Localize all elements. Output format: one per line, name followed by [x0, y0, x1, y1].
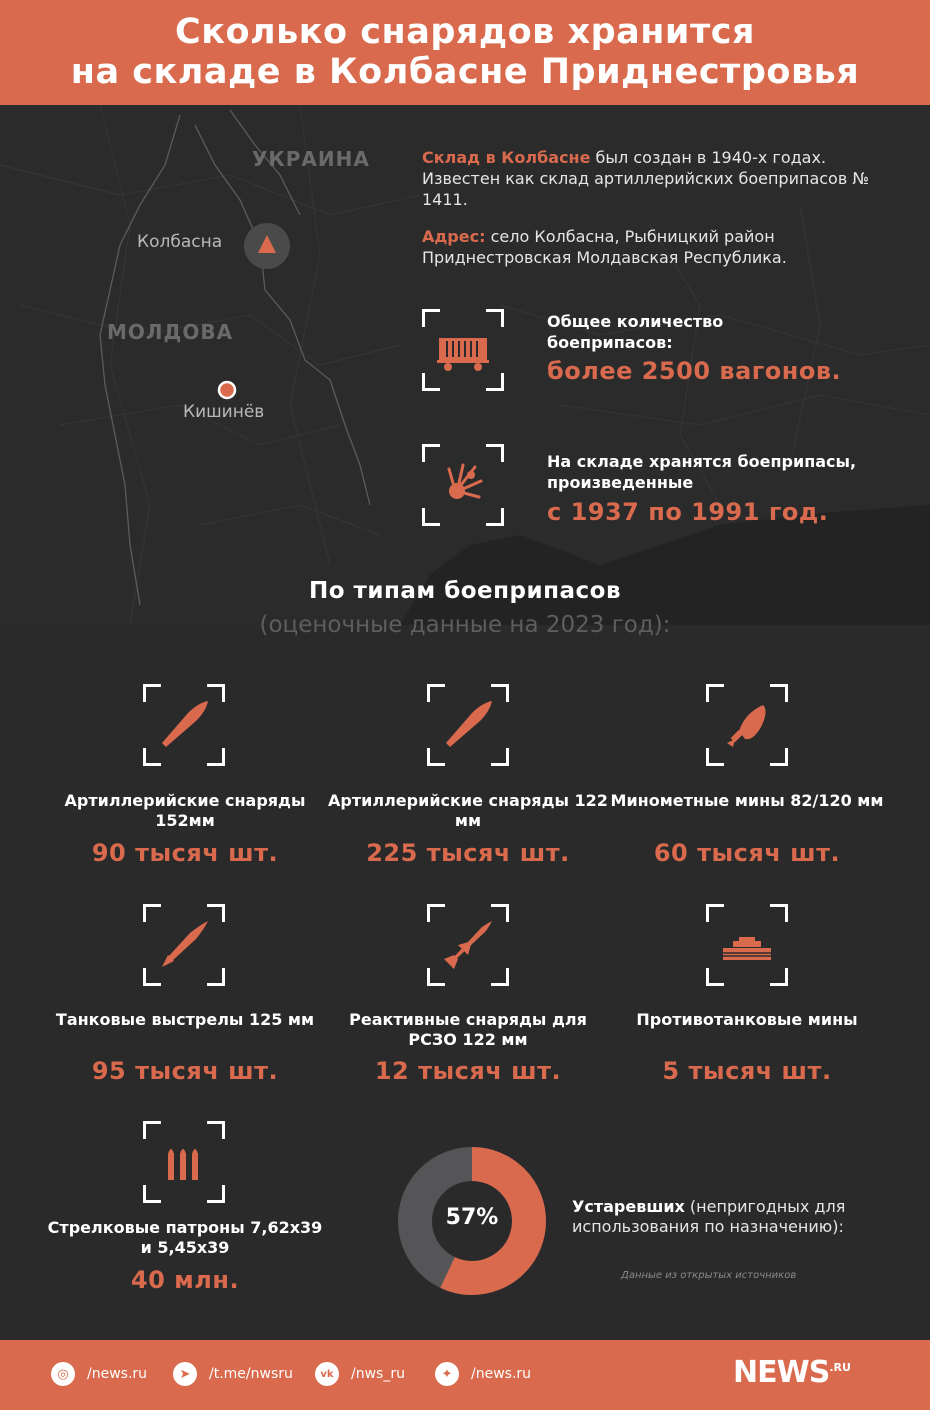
footer-link-telegram-text: /t.me/nwsru	[209, 1366, 293, 1382]
ammo-value-152: 90 тысяч шт.	[91, 839, 279, 867]
ammo-152-frame	[143, 684, 225, 766]
section-subtitle: (оценочные данные на 2023 год):	[259, 612, 671, 638]
ammo-label-tank: Танковые выстрелы 125 мм	[55, 1010, 315, 1029]
footer-link-vk-text: /nws_ru	[351, 1366, 405, 1382]
ammo-122-frame	[427, 684, 509, 766]
ammo-landmine-frame	[706, 904, 788, 986]
intro-highlight-1: Склад в Колбасне	[422, 148, 591, 167]
obsolete-rest: (непригодных для использования по назначению):	[572, 1197, 846, 1236]
explosion-icon	[433, 455, 493, 515]
globe-icon: ◎	[51, 1362, 75, 1386]
ammo-rocket-frame	[427, 904, 509, 986]
ammo-label-mortar: Минометные мины 82/120 мм	[610, 791, 884, 810]
ammo-cartridges-frame	[143, 1121, 225, 1203]
ammo-mortar-frame	[706, 684, 788, 766]
wagon-frame	[422, 309, 504, 391]
ammo-tank-frame	[143, 904, 225, 986]
cartridges-icon	[154, 1132, 214, 1192]
ammo-value-landmine: 5 тысяч шт.	[662, 1057, 832, 1085]
news-logo	[733, 1355, 851, 1390]
capital-marker-icon	[217, 380, 237, 400]
country-moldova-label: МОЛДОВА	[107, 320, 234, 344]
ammo-label-cartridges: Стрелковые патроны 7,62х39 и 5,45х39	[47, 1218, 323, 1257]
footer-link-zen[interactable]	[435, 1361, 531, 1387]
ammo-label-152: Артиллерийские снаряды 152мм	[64, 791, 306, 830]
footer-link-telegram[interactable]	[173, 1361, 293, 1387]
intro-text-2: село Колбасна, Рыбницкий район Приднестровская Молдавская Республика.	[422, 227, 787, 267]
ammo-value-mortar: 60 тысяч шт.	[653, 839, 841, 867]
section-title: По типам боеприпасов	[308, 578, 622, 604]
rocket-icon	[438, 915, 498, 975]
city-chisinau-label: Кишинёв	[183, 402, 265, 422]
logo-text: NEWS	[733, 1355, 830, 1390]
footer-link-zen-text: /news.ru	[471, 1366, 532, 1382]
footer-link-site-text: /news.ru	[87, 1366, 148, 1382]
ammo-label-rocket: Реактивные снаряды для РСЗО 122 мм	[349, 1010, 587, 1049]
telegram-icon: ➤	[173, 1362, 197, 1386]
intro-paragraph-1	[422, 147, 902, 210]
obsolete-caption	[572, 1197, 912, 1237]
warehouse-marker-icon	[243, 222, 291, 270]
years-value: с 1937 по 1991 год.	[547, 498, 829, 526]
wagon-icon	[433, 320, 493, 380]
header-banner	[0, 0, 930, 105]
vk-icon: vk	[315, 1362, 339, 1386]
intro-text-1: был создан в 1940-х годах. Известен как склад артиллерийских боеприпасов № 1411.	[422, 148, 869, 209]
mortar-icon	[717, 695, 777, 755]
shell-icon	[438, 695, 498, 755]
intro-paragraph-2	[422, 226, 902, 268]
logo-sup: .RU	[829, 1361, 851, 1374]
zen-icon: ✦	[435, 1362, 459, 1386]
country-ukraine-label: УКРАИНА	[252, 147, 370, 171]
ammo-value-122: 225 тысяч шт.	[366, 839, 570, 867]
total-ammo-value: более 2500 вагонов.	[547, 357, 842, 385]
ammo-label-122: Артиллерийские снаряды 122 мм	[328, 791, 608, 830]
explosion-frame	[422, 444, 504, 526]
shell-icon	[154, 695, 214, 755]
ammo-value-cartridges: 40 млн.	[130, 1266, 240, 1294]
page-title-line2: на складе в Колбасне Приднестровья	[70, 52, 860, 92]
years-label: На складе хранятся боеприпасы, произведенные	[547, 452, 857, 492]
ammo-value-rocket: 12 тысяч шт.	[374, 1057, 562, 1085]
city-kolbasna-label: Колбасна	[137, 232, 223, 252]
tank-round-icon	[154, 915, 214, 975]
landmine-icon	[717, 915, 777, 975]
obsolete-bold: Устаревших	[572, 1197, 685, 1216]
ammo-value-tank: 95 тысяч шт.	[91, 1057, 279, 1085]
page-title-line1: Сколько снарядов хранится	[175, 12, 755, 52]
intro-highlight-2: Адрес:	[422, 227, 486, 246]
total-ammo-label: Общее количество боеприпасов:	[547, 312, 724, 352]
footer-link-site[interactable]	[51, 1361, 147, 1387]
footer-link-vk[interactable]	[315, 1361, 405, 1387]
source-note: Данные из открытых источников	[621, 1270, 797, 1281]
ammo-label-landmine: Противотанковые мины	[636, 1010, 858, 1029]
donut-percent-label: 57%	[445, 1205, 499, 1230]
